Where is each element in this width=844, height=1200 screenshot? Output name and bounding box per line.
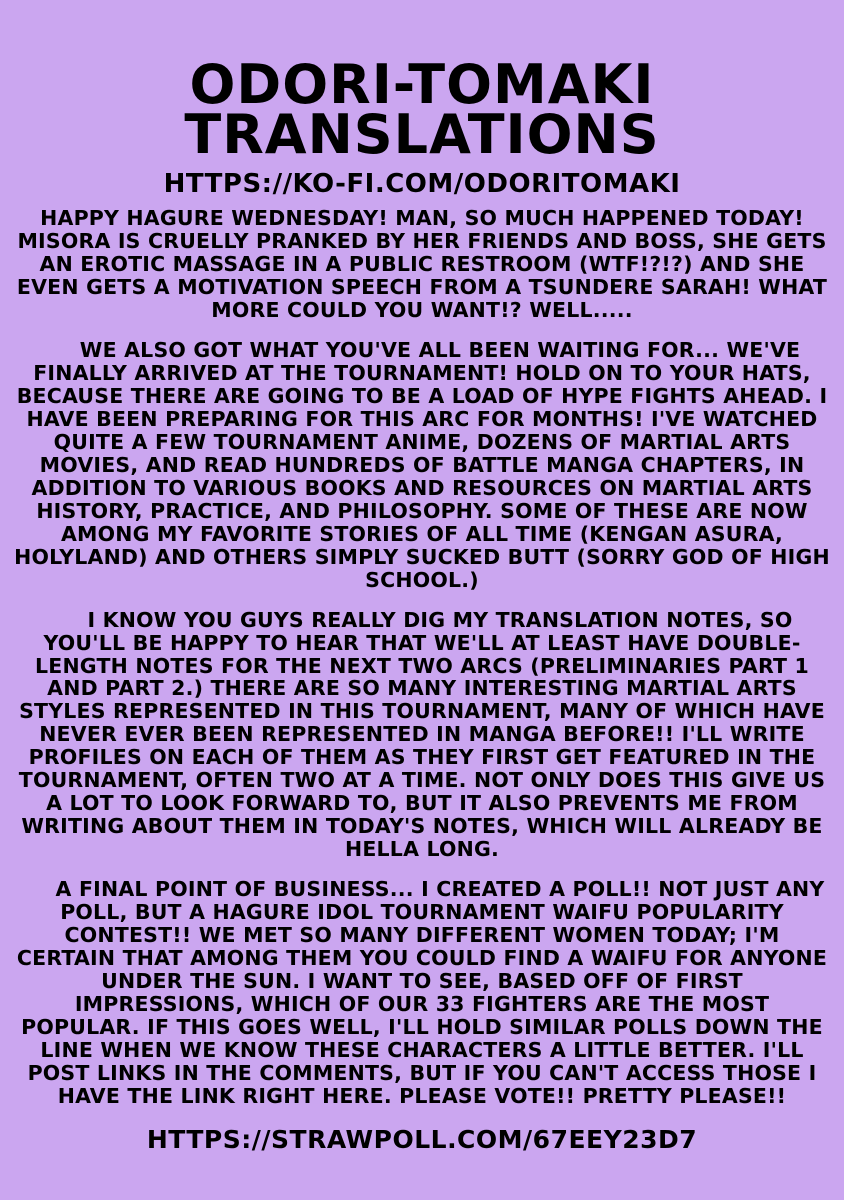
body-text-run: AND OTHERS SIMPLY	[147, 544, 406, 569]
body-text-run: WHAT	[750, 275, 828, 300]
body-text-run: OF	[405, 452, 453, 477]
emphasis-text: BOSS	[634, 229, 697, 254]
kofi-link[interactable]: HTTPS://KO-FI.COM/ODORITOMAKI	[163, 169, 681, 200]
emphasis-text: WE'VE FINALLY ARRIVED AT THE TOURNAMENT!	[33, 338, 801, 386]
emphasis-text: FIRST IMPRESSIONS	[74, 968, 743, 1016]
emphasis-text: ANYONE UNDER THE SUN.	[101, 945, 828, 993]
emphasis-text: MOTIVATION SPEECH	[177, 275, 423, 300]
emphasis-text: NEVER EVER	[39, 722, 185, 747]
body-text-run: FROM A TSUNDERE	[422, 275, 661, 300]
emphasis-text: HYPE FIGHTS	[561, 384, 716, 409]
body-text-run: , AND READ	[130, 452, 275, 477]
body-text-run: , SHE GETS AN	[39, 229, 827, 277]
body-text-run: WELL.....	[521, 298, 633, 323]
emphasis-text: PREVENTS ME	[557, 791, 723, 816]
emphasis-text: BOOKS	[304, 475, 387, 500]
emphasis-text: MONTHS!	[532, 406, 644, 431]
emphasis-text: TWO ARCS (PRELIMINARIES PART 1 AND PART 2.)	[47, 653, 809, 701]
emphasis-text: SARAH!	[660, 275, 751, 300]
body-text-run: AND	[386, 475, 453, 500]
paragraph-3	[14, 609, 830, 861]
notes-body	[14, 207, 830, 1107]
body-text-run: FOR	[667, 945, 731, 970]
emphasis-text: HUNDREDS	[274, 452, 406, 477]
emphasis-text: WTF!?!?	[588, 252, 684, 277]
body-text-run: I'LL WRITE	[674, 722, 805, 747]
page-title-line-2: TRANSLATIONS	[184, 102, 660, 166]
emphasis-text: WAIFU	[590, 945, 668, 970]
body-text-run: MAN, SO MUCH HAPPENED TODAY! MISORA IS	[17, 206, 804, 254]
body-text-run: ON MARTIAL ARTS	[592, 475, 813, 500]
body-text-run: , IN ADDITION TO VARIOUS	[31, 452, 805, 500]
body-text-run: IN THE	[166, 1060, 260, 1085]
body-text-run: ARE THE	[587, 991, 702, 1016]
body-text-run: POINT OF BUSINESS... I CREATED A	[147, 877, 573, 902]
body-text-run: , BUT IF YOU CAN'T ACCESS THOSE I HAVE THE LINK	[57, 1060, 817, 1108]
paragraph-4	[14, 878, 830, 1108]
body-text-run: , SO YOU'LL BE HAPPY TO HEAR THAT WE'LL AT LEAST HAVE	[43, 607, 793, 655]
emphasis-text: CRUELLY PRANKED	[147, 229, 369, 254]
emphasis-text: 33 FIGHTERS	[435, 991, 588, 1016]
body-text-run: AT A TIME. NOT ONLY DOES THIS GIVE US A	[46, 768, 826, 816]
emphasis-text: INTERESTING MARTIAL ARTS STYLES	[19, 676, 797, 724]
emphasis-text: SIMILAR POLLS	[509, 1014, 688, 1039]
body-text-run: DIFFERENT WOMEN TODAY; I'M CERTAIN THAT AMONG THEM YOU COULD FIND A	[16, 922, 780, 970]
body-text-run: IN A PUBLIC RESTROOM (	[285, 252, 589, 277]
emphasis-text: HELLA LONG.	[344, 837, 500, 862]
emphasis-text: DOUBLE-LENGTH NOTES	[34, 630, 801, 678]
body-text-run: IF THIS GOES WELL, I'LL HOLD	[139, 1014, 510, 1039]
body-text-run: , BUT IT ALSO	[389, 791, 558, 816]
emphasis-text: PROFILES	[28, 745, 142, 770]
emphasis-text: HAPPY HAGURE WEDNESDAY!	[40, 206, 388, 231]
body-text-run: I WANT TO SEE, BASED OFF OF	[300, 968, 676, 993]
emphasis-text: TODAY'S NOTES	[325, 814, 512, 839]
emphasis-text: HAGURE IDOL TOURNAMENT WAIFU POPULARITY CONTEST!!	[64, 900, 784, 947]
emphasis-text: POLL!!	[572, 877, 651, 902]
body-text-run: FOR THE NEXT	[213, 653, 399, 678]
body-text-run: SOME OF THESE ARE NOW AMONG MY	[60, 498, 808, 546]
emphasis-text: SUCKED BUTT (SORRY GOD OF HIGH SCHOOL.)	[365, 544, 830, 592]
emphasis-text: DIG MY TRANSLATION NOTES	[403, 607, 745, 632]
emphasis-text: COMMENTS	[259, 1060, 395, 1085]
body-text-run: ) AND SHE EVEN GETS A	[16, 252, 805, 300]
emphasis-text: FINAL	[78, 877, 148, 902]
body-text-run: FROM WRITING ABOUT THEM IN	[21, 791, 798, 839]
body-text-run: , WHICH WILL ALREADY BE	[511, 814, 823, 839]
emphasis-text: FIRST GET FEATURED	[481, 745, 730, 770]
body-text-run: IN THE TOURNAMENT, OFTEN	[18, 745, 816, 793]
emphasis-text: LOT TO LOOK FORWARD TO	[69, 791, 390, 816]
body-text-run: DOWN THE LINE WHEN WE KNOW THESE CHARACTERS A LITTLE BETTER. I'LL POST	[27, 1014, 823, 1085]
strawpoll-link[interactable]: HTTPS://STRAWPOLL.COM/67EEY23D7	[146, 1124, 698, 1154]
body-text-run: WE MET	[191, 922, 300, 947]
body-text-run: I'VE WATCHED	[643, 406, 818, 431]
paragraph-1	[14, 207, 830, 322]
emphasis-text: RIGHT HERE. PLEASE VOTE!! PRETTY PLEASE!!	[242, 1083, 787, 1108]
body-text-run: ON EACH OF THEM AS THEY	[141, 745, 482, 770]
body-text-run: BY HER FRIENDS AND	[368, 229, 635, 254]
emphasis-text: TWO	[280, 768, 336, 793]
body-text-run: NOT JUST ANY POLL, BUT A	[60, 877, 825, 925]
body-text-run: STORIES OF ALL TIME	[312, 521, 580, 546]
emphasis-text: BATTLE MANGA CHAPTERS	[452, 452, 764, 477]
emphasis-text: (KENGAN ASURA, HOLYLAND)	[14, 521, 784, 569]
emphasis-text: QUITE A FEW TOURNAMENT ANIME, DOZENS OF MARTIAL ARTS MOVIES	[39, 429, 791, 477]
paragraph-2	[14, 339, 830, 591]
emphasis-text: FAVORITE	[199, 521, 313, 546]
emphasis-text: HISTORY, PRACTICE, AND PHILOSOPHY.	[36, 498, 493, 523]
body-text-run: HOLD ON TO YOUR HATS, BECAUSE THERE ARE GOING TO BE A LOAD OF	[16, 361, 811, 409]
title-block	[14, 53, 830, 166]
emphasis-text: MORE	[211, 298, 280, 323]
emphasis-text: SO MANY	[299, 922, 409, 947]
body-text-run: THERE ARE SO MANY	[203, 676, 464, 701]
body-text-run: COULD YOU	[279, 298, 431, 323]
body-text-run: BEEN REPRESENTED IN MANGA	[184, 722, 564, 747]
body-text-run: WE ALSO GOT WHAT YOU'VE ALL BEEN WAITING FOR...	[79, 338, 727, 363]
emphasis-text: WANT!?	[430, 298, 522, 323]
body-text-run: AHEAD. I HAVE BEEN PREPARING FOR THIS ARC FOR	[26, 384, 828, 431]
page-title-line-1: ODORI-TOMAKI	[189, 53, 655, 116]
body-text-run: REPRESENTED IN THIS TOURNAMENT, MANY OF WHICH HAVE	[105, 699, 825, 724]
body-text-run: , WHICH OF OUR	[235, 991, 436, 1016]
body-text-run: I KNOW YOU GUYS REALLY	[87, 607, 404, 632]
body-text-run: A	[55, 877, 79, 902]
emphasis-text: RESOURCES	[452, 475, 593, 500]
emphasis-text: EROTIC MASSAGE	[80, 252, 286, 277]
emphasis-text: LINKS	[96, 1060, 167, 1085]
emphasis-text: BEFORE!!	[563, 722, 675, 747]
emphasis-text: MOST POPULAR.	[21, 991, 770, 1039]
